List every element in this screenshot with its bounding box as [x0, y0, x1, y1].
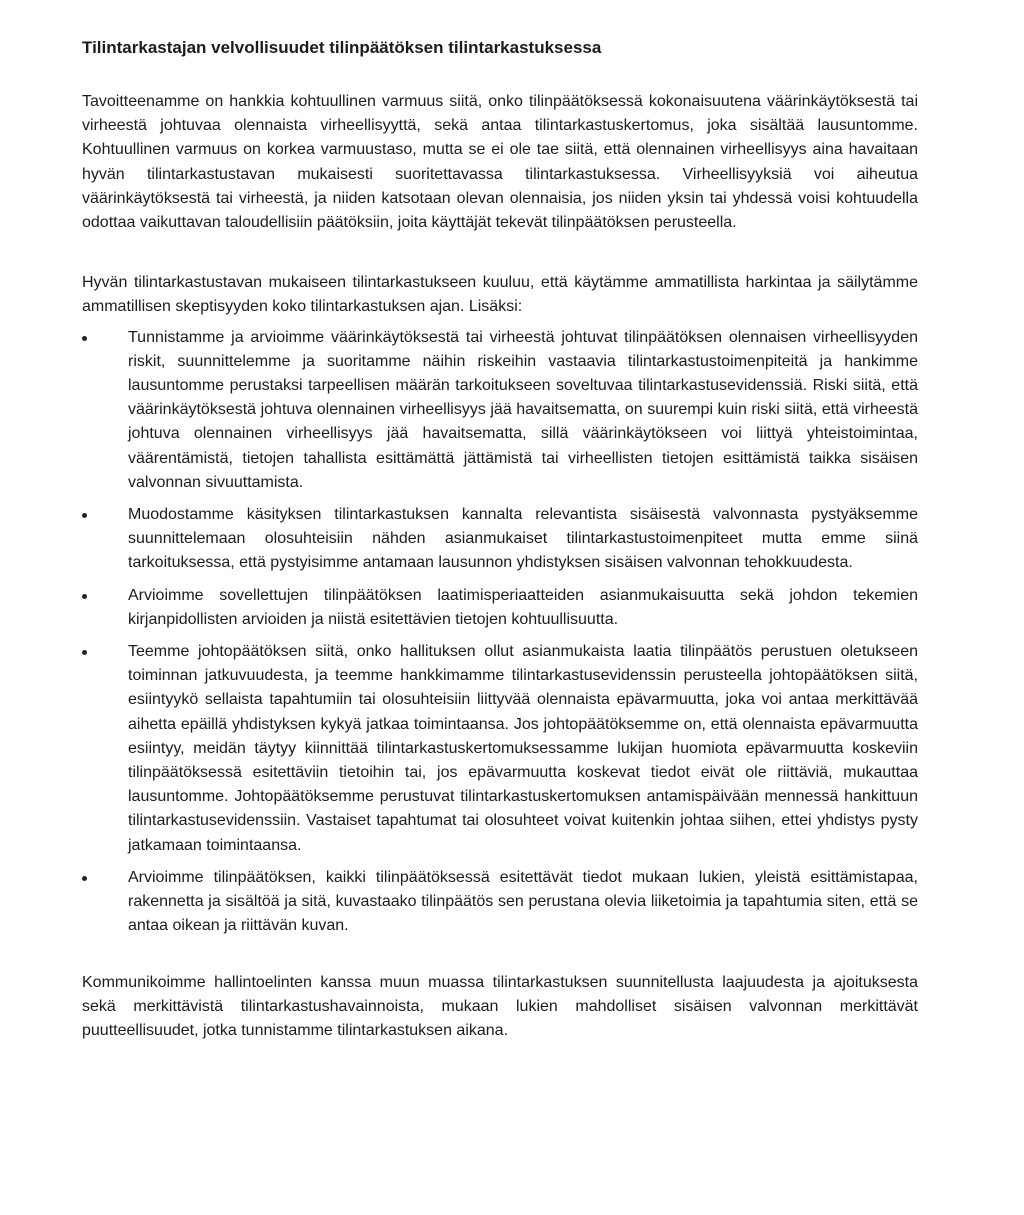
bullet-icon [82, 594, 87, 599]
paragraph-communication: Kommunikoimme hallintoelinten kanssa muun muassa tilintarkastuksen suunnitellusta laajuudesta ja ajoituksesta sekä merkittävistä tilintarkastushavainnoista, mukaan lukien mahdolliset sisäisen valvonnan merkittävät puutteellisuudet, jotka tunnistamme tilintarkastuksen aikana. [82, 973, 918, 1039]
list-item-text: Arvioimme tilinpäätöksen, kaikki tilinpäätöksessä esitettävät tiedot mukaan lukien, yleistä esittämistapaa, rakennetta ja sisältöä ja sitä, kuvastaako tilinpäätös sen perustana olevia liiketoimia ja tapahtumia siten, että se antaa oikean ja riittävän kuvan. [128, 868, 918, 935]
list-item [82, 584, 918, 632]
list-item-text: Arvioimme sovellettujen tilinpäätöksen laatimisperiaatteiden asianmukaisuutta sekä johdon tekemien kirjanpidollisten arvioiden ja niistä esitettävien tietojen kohtuullisuutta. [128, 586, 918, 628]
list-item-text: Teemme johtopäätöksen siitä, onko hallituksen ollut asianmukaista laatia tilinpäätös perustuen oletukseen toiminnan jatkuvuudesta, ja teemme hankkimamme tilintarkastusevidenssin perusteella johtopäätöksen siitä, esiintyykö sellaista tapahtumiin tai olosuhteisiin liittyvää olennaista epävarmuutta, joka voi antaa merkittävää aihetta epäillä yhdistyksen kykyä jatkaa toimintaansa. Jos johtopäätöksemme on, että olennaista epävarmuutta esiintyy, meidän täytyy kiinnittää tilintarkastuskertomuksessamme lukijan huomiota epävarmuutta koskeviin tilinpäätöksessä esitettäviin tietoihin tai, jos epävarmuutta koskevat tiedot eivät ole riittäviä, mukauttaa lausuntomme. Johtopäätöksemme perustuvat tilintarkastuskertomuksen antamispäivään mennessä hankittuun tilintarkastusevidenssiin. Vastaiset tapahtumat tai olosuhteet voivat kuitenkin johtaa siihen, ettei yhdistys pysty jatkamaan toimintaansa. [128, 643, 918, 854]
document-page [82, 36, 918, 1043]
list-item [82, 503, 918, 576]
list-item-text: Tunnistamme ja arvioimme väärinkäytöksestä tai virheestä johtuvat tilinpäätöksen olennaisen virheellisyyden riskit, suunnittelemme ja suoritamme näihin riskeihin vastaavia tilintarkastustoimenpiteitä ja hankimme lausuntomme perustaksi tarpeellisen määrän tarkoitukseen soveltuvaa tilintarkastusevidenssiä. Riski siitä, että väärinkäytöksestä johtuva olennainen virheellisyys jää havaitsematta, on suurempi kuin riski siitä, että virheestä johtuva olennainen virheellisyys jää havaitsematta, sillä väärinkäytökseen voi liittyä yhteistoimintaa, väärentämistä, tietojen tahallista esittämättä jättämistä tai virheellisten tietojen esittämistä taikka sisäisen valvonnan sivuuttamista. [128, 328, 918, 491]
paragraph-professional-judgement: Hyvän tilintarkastustavan mukaiseen tilintarkastukseen kuuluu, että käytämme ammatillista harkintaa ja säilytämme ammatillisen skeptisyyden koko tilintarkastuksen ajan. Lisäksi: [82, 274, 918, 316]
bullet-icon [82, 336, 87, 341]
list-item [82, 326, 918, 495]
bullet-icon [82, 650, 87, 655]
paragraph-objectives: Tavoitteenamme on hankkia kohtuullinen varmuus siitä, onko tilinpäätöksessä kokonaisuutena väärinkäytöksestä tai virheestä johtuvaa olennaista virheellisyyttä, sekä antaa tilintarkastuskertomus, joka sisältää lausuntomme. Kohtuullinen varmuus on korkea varmuustaso, mutta se ei ole tae siitä, että olennainen virheellisyys aina havaitaan hyvän tilintarkastustavan mukaisesti suoritettavassa tilintarkastuksessa. Virheellisyyksiä voi aiheutua väärinkäytöksestä tai virheestä, ja niiden katsotaan olevan olennaisia, jos niiden yksin tai yhdessä voisi kohtuudella odottaa vaikuttavan taloudellisiin päätöksiin, joita käyttäjät tekevät tilinpäätöksen perusteella. [82, 93, 918, 232]
section-heading: Tilintarkastajan velvollisuudet tilinpäätöksen tilintarkastuksessa [82, 38, 602, 57]
list-item [82, 640, 918, 858]
bullet-list [82, 326, 918, 939]
bullet-icon [82, 876, 87, 881]
bullet-icon [82, 513, 87, 518]
list-item [82, 866, 918, 939]
list-item-text: Muodostamme käsityksen tilintarkastuksen kannalta relevantista sisäisestä valvonnasta pystyäksemme suunnittelemaan olosuhteisiin nähden asianmukaiset tilintarkastustoimenpiteet mutta emme siinä tarkoituksessa, että pystyisimme antamaan lausunnon yhdistyksen sisäisen valvonnan tehokkuudesta. [128, 506, 918, 572]
